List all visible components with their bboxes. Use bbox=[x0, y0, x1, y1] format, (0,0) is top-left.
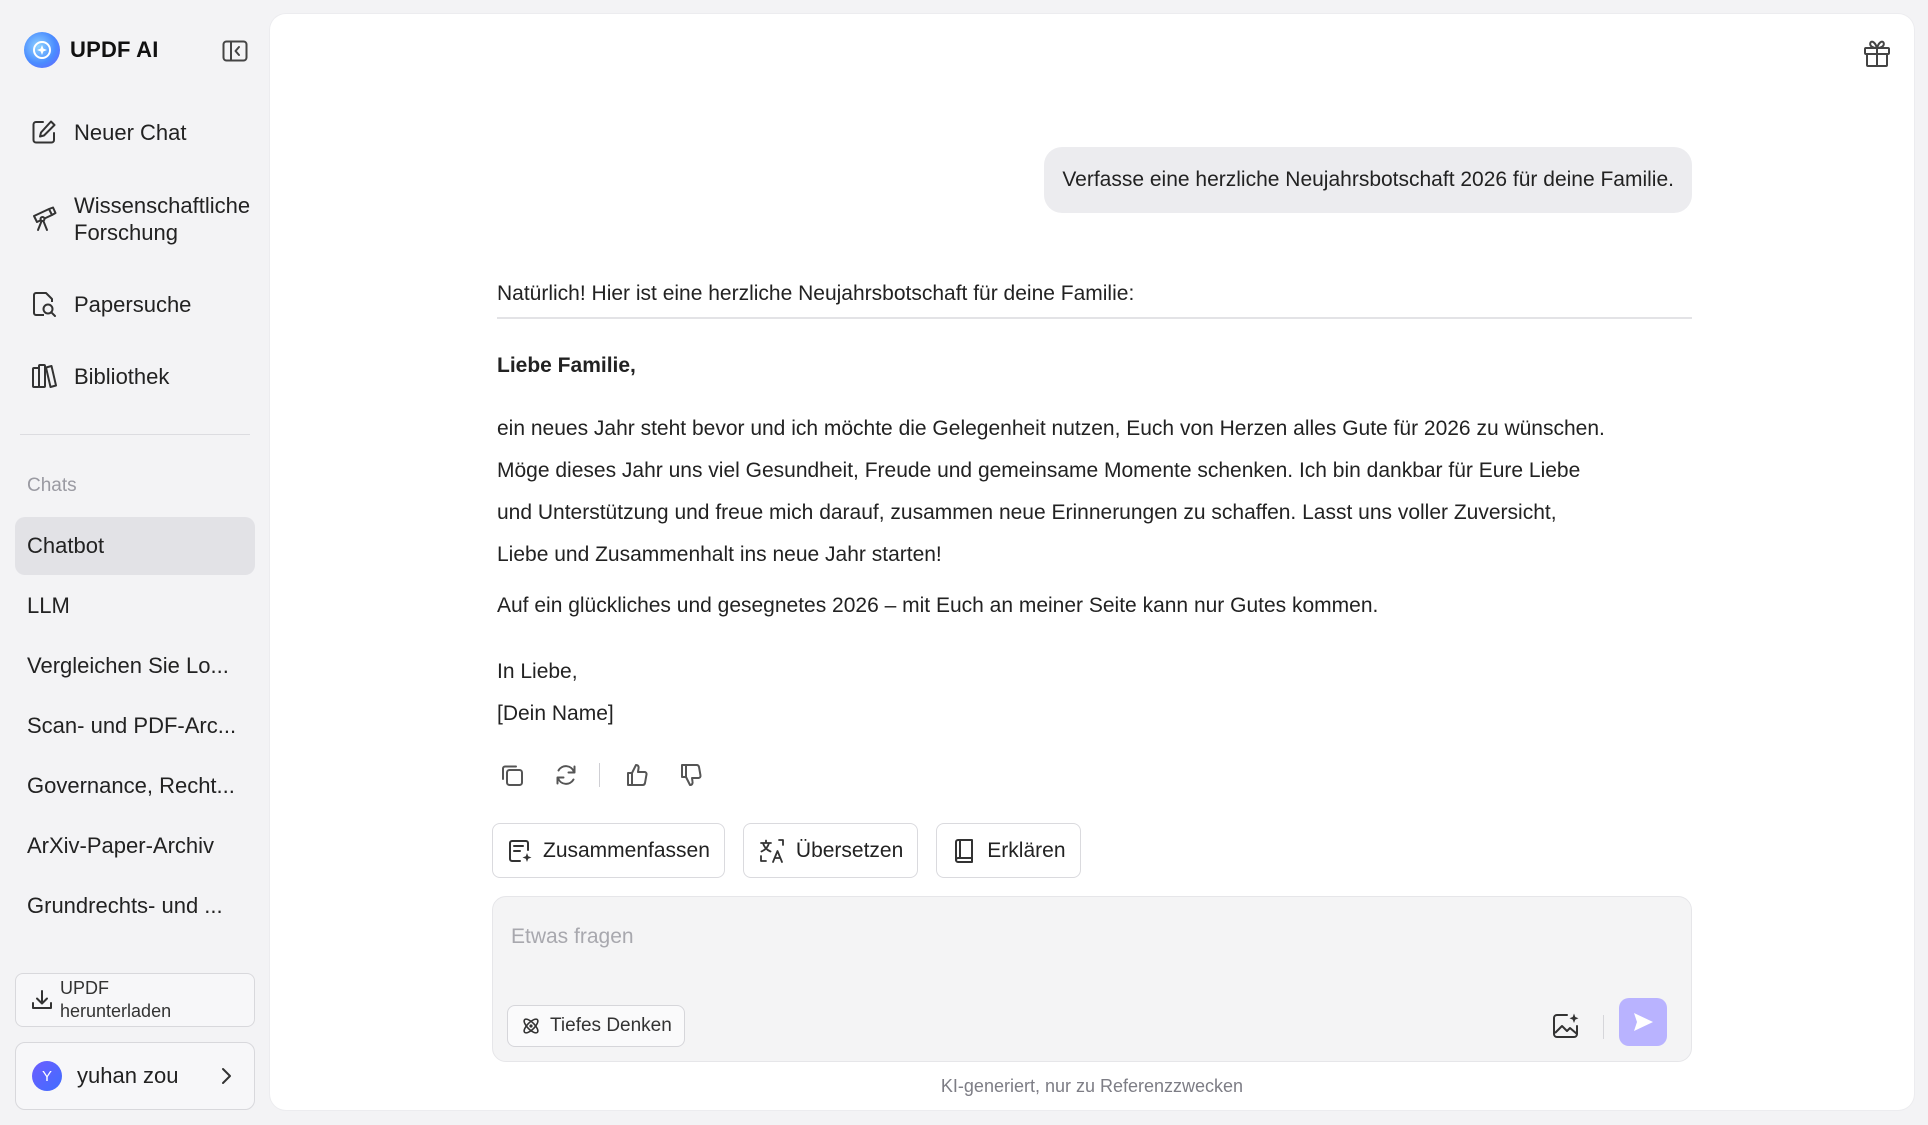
chat-panel bbox=[270, 14, 1914, 1110]
user-name: yuhan zou bbox=[77, 1063, 179, 1088]
translate-icon bbox=[758, 837, 786, 865]
answer-greeting: Liebe Familie, bbox=[497, 354, 636, 377]
message-actions bbox=[497, 760, 730, 790]
gift-button[interactable] bbox=[1860, 36, 1894, 70]
download-updf-label: UPDF herunterladen bbox=[60, 978, 172, 1021]
image-upload-button[interactable] bbox=[1549, 1009, 1583, 1043]
nav-new-chat-label: Neuer Chat bbox=[74, 119, 187, 145]
chat-item[interactable]: Scan- und PDF-Arc... bbox=[27, 713, 237, 738]
brand[interactable] bbox=[24, 32, 159, 68]
chat-item[interactable]: ArXiv-Paper-Archiv bbox=[27, 833, 215, 858]
send-button[interactable] bbox=[1619, 998, 1667, 1046]
nav-paper-search-label: Papersuche bbox=[74, 291, 192, 317]
summarize-label: Zusammenfassen bbox=[543, 838, 710, 862]
chevron-right-icon bbox=[220, 1065, 234, 1087]
library-books-icon bbox=[28, 360, 60, 392]
download-updf-button[interactable] bbox=[15, 973, 255, 1027]
user-profile-button[interactable] bbox=[15, 1042, 255, 1110]
answer-sign-off bbox=[497, 651, 1692, 735]
deep-thinking-label: Tiefes Denken bbox=[550, 1015, 672, 1036]
answer-body-line: ein neues Jahr steht bevor und ich möchte die Gelegenheit nutzen, Euch von Herzen alles Gute für 2026 zu wünschen. bbox=[497, 417, 1605, 440]
deep-thinking-toggle[interactable] bbox=[507, 1005, 685, 1047]
refresh-icon bbox=[553, 762, 579, 788]
thumbs-down-button[interactable] bbox=[676, 760, 706, 790]
brand-name: UPDF AI bbox=[70, 37, 159, 62]
telescope-icon bbox=[28, 203, 60, 235]
nav-paper-search[interactable] bbox=[28, 288, 191, 320]
ask-input[interactable] bbox=[511, 917, 1661, 957]
explain-label: Erklären bbox=[987, 838, 1066, 862]
thumbs-up-icon bbox=[624, 762, 650, 788]
book-icon bbox=[951, 838, 977, 864]
answer-closing-paragraph: Auf ein glückliches und gesegnetes 2026 – mit Euch an meiner Seite kann nur Gutes kommen. bbox=[497, 594, 1379, 617]
avatar: Y bbox=[32, 1061, 62, 1091]
translate-label: Übersetzen bbox=[795, 838, 904, 862]
chat-item[interactable]: Chatbot bbox=[15, 517, 255, 575]
copy-button[interactable] bbox=[497, 760, 527, 790]
chat-item[interactable]: LLM bbox=[27, 593, 70, 618]
signature-line: [Dein Name] bbox=[497, 702, 614, 725]
explain-button[interactable] bbox=[936, 823, 1080, 878]
nav-scientific-research-label bbox=[74, 192, 250, 246]
quick-actions bbox=[492, 823, 1081, 878]
regenerate-button[interactable] bbox=[551, 760, 581, 790]
chat-item[interactable]: Governance, Recht... bbox=[27, 773, 235, 798]
answer-divider bbox=[497, 317, 1692, 319]
nav-library-label: Bibliothek bbox=[74, 363, 170, 389]
nav-research-line2: Forschung bbox=[74, 220, 178, 245]
document-search-icon bbox=[28, 288, 60, 320]
download-icon bbox=[30, 988, 54, 1012]
gift-icon bbox=[1860, 36, 1894, 70]
summarize-button[interactable] bbox=[492, 823, 725, 878]
answer-body-line: Liebe und Zusammenhalt ins neue Jahr starten! bbox=[497, 543, 942, 566]
answer-body-line: Möge dieses Jahr uns viel Gesundheit, Freude und gemeinsame Momente schenken. Ich bin dankbar für Eure Liebe bbox=[497, 459, 1581, 482]
thumbs-up-button[interactable] bbox=[622, 760, 652, 790]
composer bbox=[492, 896, 1692, 1062]
sidebar-divider bbox=[20, 434, 250, 435]
updf-ai-logo-icon bbox=[24, 32, 60, 68]
nav-library[interactable] bbox=[28, 360, 169, 392]
edit-icon bbox=[28, 116, 60, 148]
copy-icon bbox=[499, 762, 525, 788]
collapse-sidebar-button[interactable] bbox=[220, 38, 250, 64]
atom-icon bbox=[520, 1015, 542, 1037]
user-message-bubble: Verfasse eine herzliche Neujahrsbotschaft 2026 für deine Familie. bbox=[1044, 147, 1692, 213]
nav-scientific-research[interactable] bbox=[28, 192, 250, 246]
chat-item[interactable]: Vergleichen Sie Lo... bbox=[27, 653, 229, 678]
translate-button[interactable] bbox=[743, 823, 918, 878]
chats-section-label: Chats bbox=[27, 475, 77, 496]
sidebar-collapse-icon bbox=[222, 40, 248, 62]
composer-separator bbox=[1603, 1015, 1604, 1039]
image-sparkle-icon bbox=[1551, 1011, 1581, 1041]
answer-body bbox=[497, 408, 1692, 576]
nav-new-chat[interactable] bbox=[28, 116, 187, 148]
answer-body-line: und Unterstützung und freue mich darauf, zusammen neue Erinnerungen zu schaffen. Lasst uns voller Zuversicht, bbox=[497, 501, 1557, 524]
thumbs-down-icon bbox=[678, 762, 704, 788]
sign-off-line: In Liebe, bbox=[497, 660, 578, 683]
sidebar bbox=[0, 0, 270, 1125]
answer-intro: Natürlich! Hier ist eine herzliche Neujahrsbotschaft für deine Familie: bbox=[497, 282, 1135, 305]
nav-research-line1: Wissenschaftliche bbox=[74, 193, 251, 218]
actions-separator bbox=[599, 763, 600, 787]
send-icon bbox=[1631, 1010, 1655, 1034]
summarize-icon bbox=[507, 838, 533, 864]
ai-disclaimer: KI-generiert, nur zu Referenzzwecken bbox=[940, 1076, 1244, 1096]
chat-item[interactable]: Grundrechts- und ... bbox=[27, 893, 223, 918]
